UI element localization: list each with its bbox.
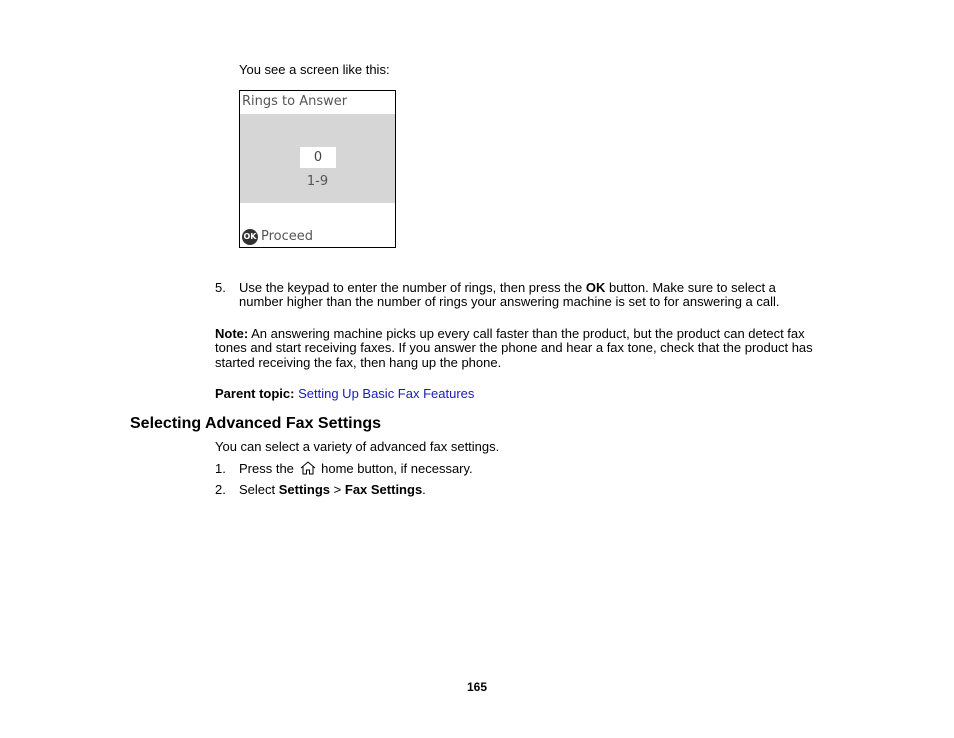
- home-icon: [300, 461, 316, 478]
- fax-settings-label: Fax Settings: [344, 482, 423, 497]
- step-2-pre: Select: [239, 482, 279, 497]
- parent-topic: [215, 386, 474, 401]
- rings-value-box: 0: [300, 147, 336, 168]
- parent-topic-label: Parent topic:: [215, 386, 295, 401]
- note-line-1: [215, 326, 805, 341]
- step-1-pre: Press the: [239, 461, 298, 476]
- rings-range-label: 1-9: [306, 174, 329, 189]
- printer-screen-image: [239, 90, 396, 248]
- ok-button-label: OK: [585, 280, 606, 295]
- step-1-text: [239, 461, 473, 478]
- step-2-separator: >: [330, 482, 345, 497]
- step-2-text: [239, 482, 426, 497]
- screen-body: [240, 114, 395, 203]
- step-5-line-1: [239, 280, 776, 295]
- proceed-label: Proceed: [261, 229, 314, 244]
- note-text: An answering machine picks up every call faster than the product, but the product can detect fax: [248, 326, 805, 341]
- parent-topic-link[interactable]: Setting Up Basic Fax Features: [298, 386, 475, 401]
- step-5-number: 5.: [215, 280, 226, 295]
- section-intro: You can select a variety of advanced fax settings.: [215, 439, 500, 454]
- step-5-line-2: number higher than the number of rings your answering machine is set to for answering a call.: [239, 294, 780, 309]
- note-line-2: tones and start receiving faxes. If you answer the phone and hear a fax tone, check that the product has: [215, 340, 813, 355]
- note-line-3: started receiving the fax, then hang up the phone.: [215, 355, 502, 370]
- page-number: 165: [466, 680, 488, 694]
- section-heading: Selecting Advanced Fax Settings: [130, 415, 382, 432]
- step-2-number: 2.: [215, 482, 226, 497]
- step-1-number: 1.: [215, 461, 226, 476]
- step-2-end: .: [422, 482, 426, 497]
- step-1-post: home button, if necessary.: [317, 461, 473, 476]
- step-5-text-end: button. Make sure to select a: [605, 280, 776, 295]
- note-label: Note:: [215, 326, 249, 341]
- step-5-text: Use the keypad to enter the number of rings, then press the: [239, 280, 586, 295]
- intro-text: You see a screen like this:: [239, 62, 390, 77]
- settings-label: Settings: [278, 482, 331, 497]
- screen-title: Rings to Answer: [242, 94, 348, 109]
- ok-icon: OK: [242, 229, 258, 245]
